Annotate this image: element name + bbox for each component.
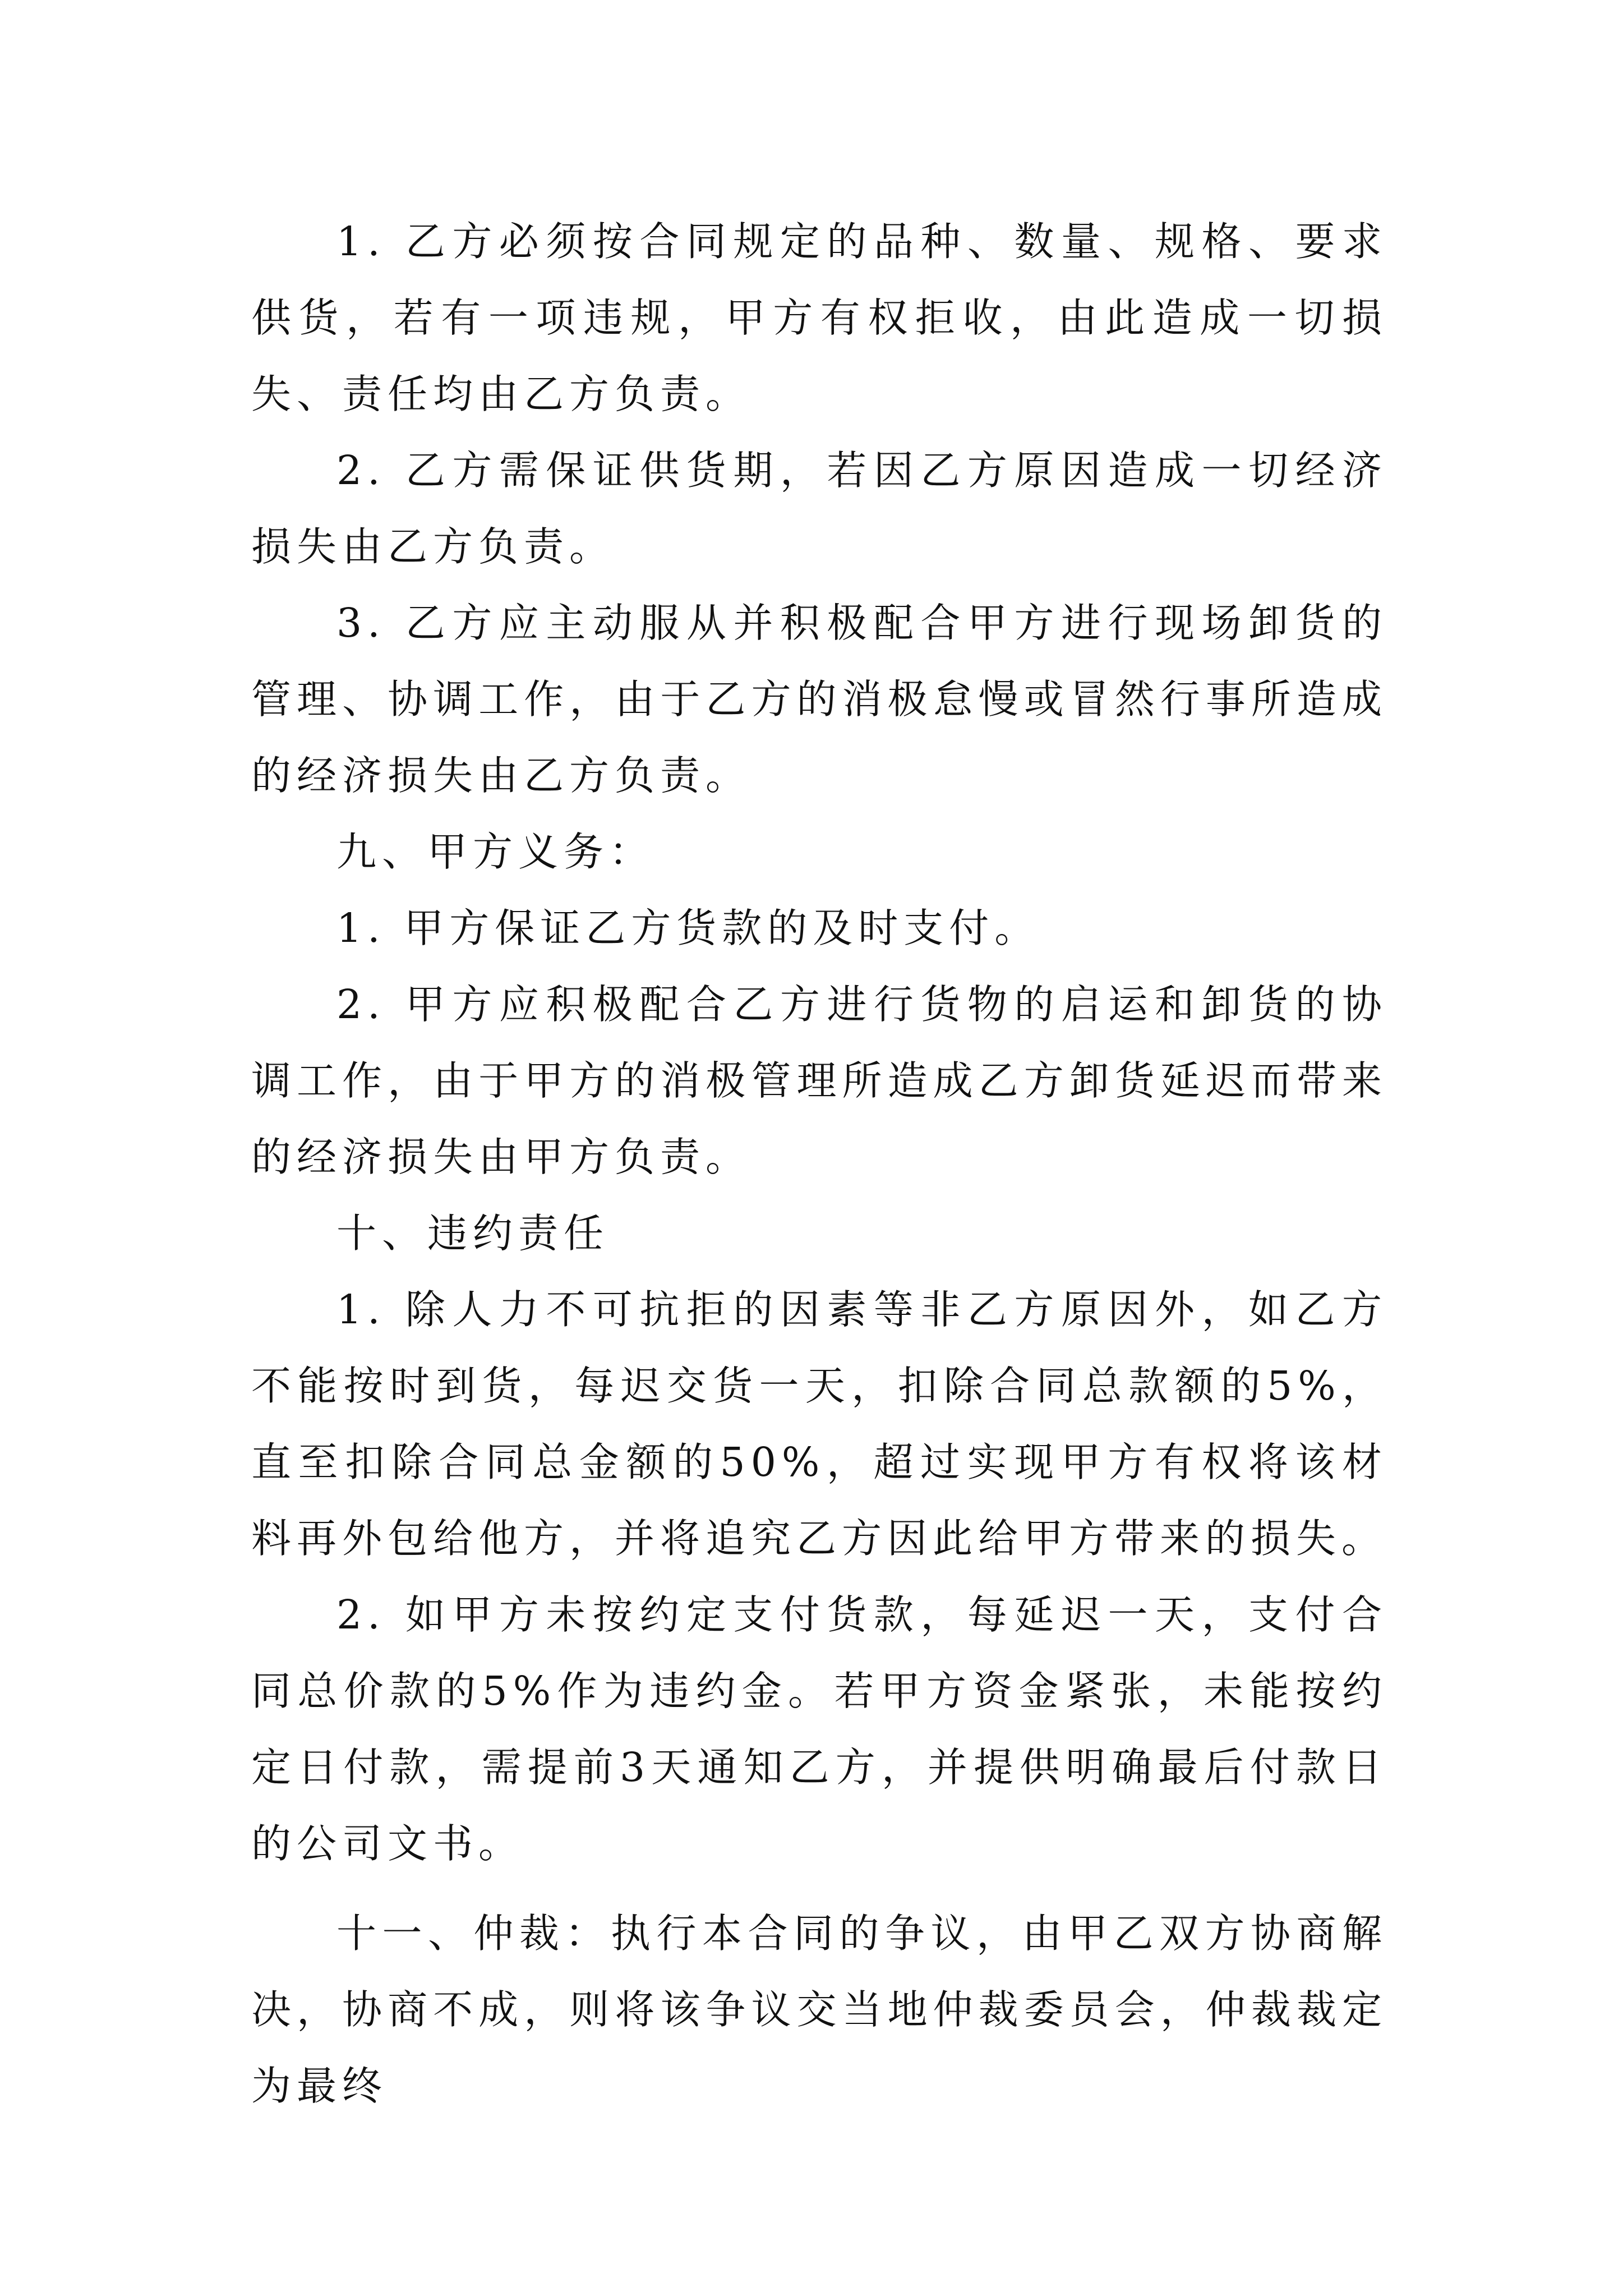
clause-10-2: 2. 如甲方未按约定支付货款，每延迟一天，支付合同总价款的5%作为违约金。若甲方资金紧张，未能按约定日付款，需提前3天通知乙方，并提供明确最后付款日的公司文书。	[251, 1591, 1387, 1867]
clause-9-1: 1. 甲方保证乙方货款的及时支付。	[336, 905, 1040, 951]
section-heading-9: 九、甲方义务：	[336, 829, 655, 875]
clause-b-1: 1. 乙方必须按合同规定的品种、数量、规格、要求供货，若有一项违规，甲方有权拒收，由此造成一切损失、责任均由乙方负责。	[251, 218, 1387, 417]
clause-10-1: 1. 除人力不可抗拒的因素等非乙方原因外，如乙方不能按时到货，每迟交货一天，扣除合同总款额的5%，直至扣除合同总金额的50%，超过实现甲方有权将该材料再外包给他方，并将追究乙方因此给甲方带来的损失。	[251, 1286, 1387, 1562]
contract-text	[251, 204, 1387, 2124]
section-11-arbitration: 十一、仲裁：执行本合同的争议，由甲乙双方协商解决，协商不成，则将该争议交当地仲裁委员会，仲裁裁定为最终	[251, 1910, 1387, 2109]
clause-b-3: 3. 乙方应主动服从并积极配合甲方进行现场卸货的管理、协调工作，由于乙方的消极怠慢或冒然行事所造成的经济损失由乙方负责。	[251, 600, 1387, 799]
clause-9-2: 2. 甲方应积极配合乙方进行货物的启运和卸货的协调工作，由于甲方的消极管理所造成乙方卸货延迟而带来的经济损失由甲方负责。	[251, 981, 1387, 1180]
section-heading-10: 十、违约责任	[336, 1210, 610, 1257]
clause-b-2: 2. 乙方需保证供货期，若因乙方原因造成一切经济损失由乙方负责。	[251, 447, 1387, 570]
